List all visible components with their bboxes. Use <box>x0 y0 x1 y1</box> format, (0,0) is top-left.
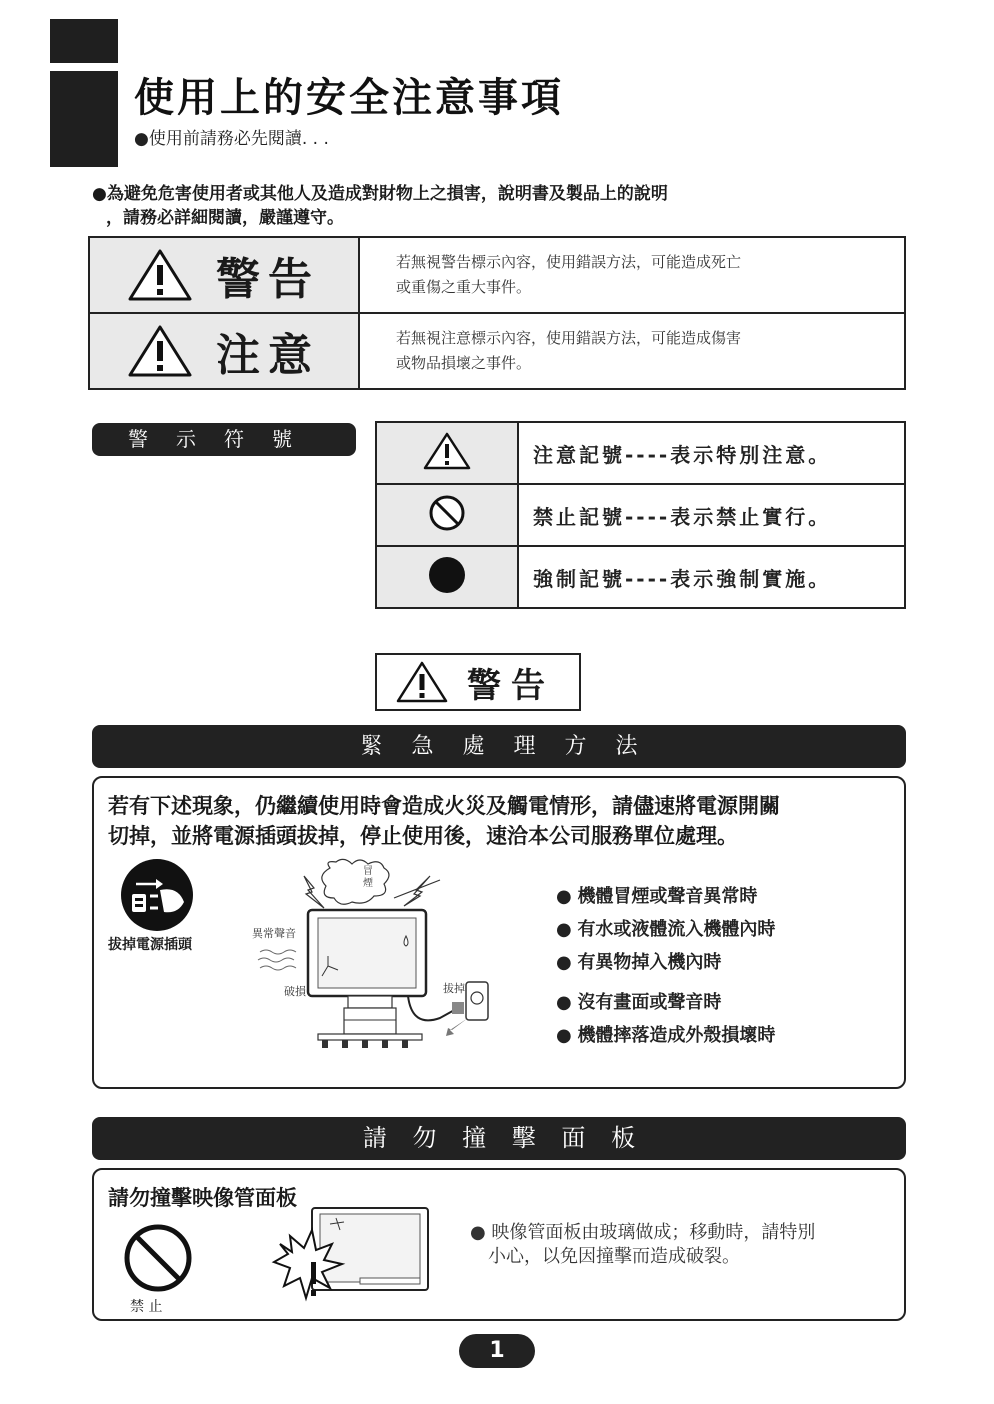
prohibit-caption: 禁 止 <box>130 1299 163 1315</box>
page-number: 1 <box>459 1334 535 1368</box>
intro-line-1: ●為避免危害使用者或其他人及造成對財物上之損害，說明書及製品上的說明 <box>92 184 668 204</box>
panel-note <box>470 1221 815 1269</box>
unplug-caption: 拔掉電源插頭 <box>108 937 192 953</box>
emergency-section-bar: 緊 急 處 理 方 法 <box>92 725 906 768</box>
label-abnormal-sound: 異常聲音 <box>252 927 296 940</box>
label-smoke: 冒煙 <box>363 866 373 889</box>
prohibition-icon <box>427 493 467 533</box>
warning-heading: 警告 <box>467 665 555 706</box>
caution-triangle-icon <box>126 247 194 303</box>
definition-table <box>88 236 906 390</box>
panel-heading: 請勿撞擊映像管面板 <box>108 1186 297 1210</box>
symbols-section-label: 警示符號 <box>92 423 356 456</box>
intro-line-2: ，請務必詳細閱讀，嚴謹遵守。 <box>106 208 344 228</box>
emergency-item: ● 有異物掉入機內時 <box>556 948 721 974</box>
symbol-text-mandatory: 強制記號----表示強制實施。 <box>518 546 905 608</box>
emergency-item: ● 有水或液體流入機體內時 <box>556 915 775 941</box>
symbol-text-caution: 注意記號----表示特別注意。 <box>518 422 905 484</box>
symbol-row <box>376 422 905 484</box>
cracked-screen-illustration <box>270 1206 430 1310</box>
symbol-row <box>376 484 905 546</box>
warning-label: 警告 <box>216 254 320 305</box>
panel-section-bar: 請 勿 撞 擊 面 板 <box>92 1117 906 1160</box>
emergency-item: ● 沒有畫面或聲音時 <box>556 988 721 1014</box>
prohibition-icon <box>122 1222 194 1294</box>
warning-desc-2: 或重傷之重大事件。 <box>396 278 532 296</box>
caution-desc-2: 或物品損壞之事件。 <box>396 354 532 372</box>
warning-desc-1: 若無視警告標示內容，使用錯誤方法，可能造成死亡 <box>396 253 742 271</box>
caution-triangle-icon <box>395 660 449 704</box>
symbol-text-prohibit: 禁止記號----表示禁止實行。 <box>518 484 905 546</box>
panel-note-2: 小心，以免因撞擊而造成破裂。 <box>488 1246 740 1267</box>
caution-desc-1: 若無視注意標示內容，使用錯誤方法，可能造成傷害 <box>396 329 742 347</box>
caution-label: 注意 <box>216 330 320 381</box>
emergency-item: ● 機體冒煙或聲音異常時 <box>556 882 757 908</box>
label-unplug: 拔掉 <box>443 982 465 995</box>
symbol-row <box>376 546 905 608</box>
warning-heading-box <box>375 653 581 711</box>
panel-note-1: ● 映像管面板由玻璃做成；移動時，請特別 <box>470 1222 816 1243</box>
definition-row-caution <box>89 313 905 389</box>
caution-triangle-icon <box>126 323 194 379</box>
symbols-table <box>375 421 906 609</box>
mandatory-dot-icon <box>427 555 467 595</box>
page-title: 使用上的安全注意事項 <box>134 75 564 121</box>
emergency-item: ● 機體摔落造成外殼損壞時 <box>556 1021 775 1047</box>
definition-row-warning <box>89 237 905 313</box>
label-damage: 破損 <box>284 985 306 998</box>
emergency-lead-1: 若有下述現象，仍繼續使用時會造成火災及觸電情形，請儘速將電源開關 <box>108 794 780 818</box>
header-block-top <box>50 19 118 63</box>
page-subtitle: ●使用前請務必先閱讀. . . <box>134 129 329 149</box>
intro-text <box>92 182 862 230</box>
emergency-lead <box>108 791 888 851</box>
header-block-bottom <box>50 71 118 167</box>
emergency-lead-2: 切掉，並將電源插頭拔掉，停止使用後，速洽本公司服務單位處理。 <box>108 824 738 848</box>
caution-triangle-icon <box>422 431 472 471</box>
unplug-icon <box>120 858 194 932</box>
